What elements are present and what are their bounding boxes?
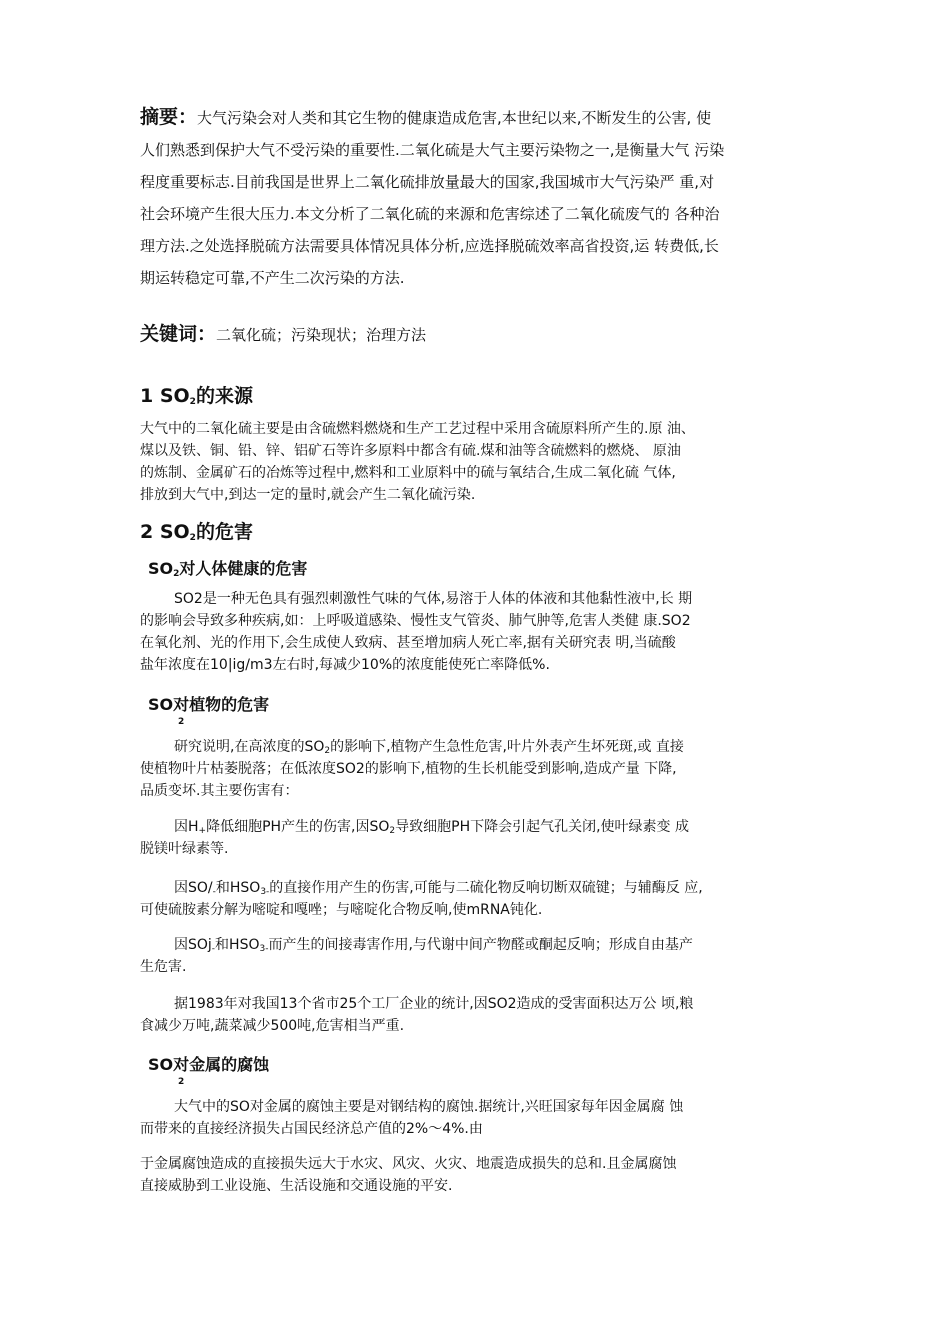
paragraph-line: 生危害. xyxy=(140,959,187,975)
subsection-health-heading xyxy=(148,557,838,581)
paragraph-line: 大气中的二氧化硫主要是由含硫燃料燃烧和生产工艺过程中采用含硫原料所产生的.原 油、 xyxy=(140,421,695,437)
text-run: 而产生的间接毒害作用,与代谢中间产物醛或酮起反响；形成自由基产 xyxy=(268,937,693,953)
heading-subscript: 2 xyxy=(173,569,180,579)
paragraph-line: 煤以及铁、铜、铅、锌、铝矿石等许多原料中都含有硫.煤和油等含硫燃料的燃烧、 原油 xyxy=(140,443,681,459)
subsection-metals-heading xyxy=(148,1053,838,1087)
subscript: 2 xyxy=(389,826,396,836)
paragraph-line xyxy=(140,736,830,758)
paragraph-line: 使植物叶片枯萎脱落；在低浓度SO2的影响下,植物的生长机能受到影响,造成产量 下降, xyxy=(140,761,677,777)
paragraph-line xyxy=(140,816,830,838)
heading-title: 的危害 xyxy=(195,521,253,543)
text-run: 和HSO xyxy=(215,937,260,953)
paragraph-line: 据1983年对我国13个省市25个工厂企业的统计,因SO2造成的受害面积达万公 顷,粮 xyxy=(174,996,694,1012)
abstract-line: 人们熟悉到保护大气不受污染的重要性.二氧化硫是大气主要污染物之一,是衡量大气 污染 xyxy=(140,141,725,159)
paragraph-line: 于金属腐蚀造成的直接损失远大于水灾、风灾、火灾、地震造成损失的总和.且金属腐蚀 xyxy=(140,1156,677,1172)
heading-title: SO对植物的危害 xyxy=(148,695,270,714)
heading-subscript: 2 xyxy=(178,1077,185,1087)
abstract-line: 社会环境产生很大压力.本文分析了二氧化硫的来源和危害综述了二氧化硫废气的 各种治 xyxy=(140,205,720,223)
plants-statistics xyxy=(140,993,830,1037)
section-1-heading xyxy=(140,382,830,410)
keywords-label: 关键词： xyxy=(140,323,217,345)
paragraph-line: 大气中的SO对金属的腐蚀主要是对钢结构的腐蚀.据统计,兴旺国家每年因金属腐 蚀 xyxy=(174,1099,684,1115)
paragraph-line: 的炼制、金属矿石的冶炼等过程中,燃料和工业原料中的硫与氧结合,生成二氧化硫 气体, xyxy=(140,465,676,481)
heading-subscript: 2 xyxy=(189,397,196,407)
paragraph-line: 直接威胁到工业设施、生活设施和交通设施的平安. xyxy=(140,1178,453,1194)
subscript: - xyxy=(212,887,216,897)
section-1-body xyxy=(140,418,830,506)
abstract-line: 理方法.之处选择脱硫方法需要具体情况具体分析,应选择脱硫效率高省投资,运 转费低,长 xyxy=(140,237,719,255)
paragraph-line: 可使硫胺素分解为嘧啶和嘎唑；与嘧啶化合物反响,使mRNA钝化. xyxy=(140,902,543,918)
text-run: 降低细胞PH产生的伤害,因SO xyxy=(206,819,390,835)
abstract-line xyxy=(140,101,830,134)
plants-harm-1 xyxy=(140,816,830,860)
heading-subscript: 2 xyxy=(189,533,196,543)
plants-harm-3 xyxy=(140,934,830,978)
heading-title: 的来源 xyxy=(195,385,253,407)
paragraph-line xyxy=(140,877,830,899)
subscript: + xyxy=(198,826,207,836)
plants-harm-2 xyxy=(140,877,830,921)
text-run: 的影响下,植物产生急性危害,叶片外表产生坏死斑,或 直接 xyxy=(330,739,684,755)
paragraph-line xyxy=(140,934,830,956)
metals-body-continued xyxy=(140,1153,830,1197)
text-run: 的直接作用产生的伤害,可能与二硫化物反响切断双硫键；与辅酶反 应, xyxy=(269,880,703,896)
abstract-line: 程度重要标志.目前我国是世界上二氧化硫排放量最大的国家,我国城市大气污染严 重,对 xyxy=(140,173,715,191)
heading-title: 对人体健康的危害 xyxy=(179,559,308,578)
abstract xyxy=(140,101,830,294)
keywords xyxy=(140,320,830,349)
subscript: 3- xyxy=(259,944,269,954)
section-2-heading xyxy=(140,518,830,546)
text-run: 因SOj xyxy=(174,937,212,953)
text-run: 导致细胞PH下降会引起气孔关闭,使叶绿素变 成 xyxy=(395,819,690,835)
text-run: 研究说明,在高浓度的SO xyxy=(174,739,325,755)
keywords-line xyxy=(140,320,830,349)
abstract-line: 期运转稳定可靠,不产生二次污染的方法. xyxy=(140,269,405,287)
heading-title: SO对金属的腐蚀 xyxy=(148,1055,270,1074)
text-run: 和HSO xyxy=(215,880,261,896)
keywords-text: 二氧化硫；污染现状；治理方法 xyxy=(216,326,427,344)
subsection-plants-body xyxy=(140,736,830,802)
paragraph-line: 而带来的直接经济损失占国民经济总产值的2%〜4%.由 xyxy=(140,1121,483,1137)
paragraph-line: 排放到大气中,到达一定的量时,就会产生二氧化硫污染. xyxy=(140,487,476,503)
heading-number: 1 SO xyxy=(140,385,190,407)
paragraph-line: 盐年浓度在10|ig/m3左右时,每减少10%的浓度能使死亡率降低%. xyxy=(140,657,550,673)
subscript: 3- xyxy=(260,887,270,897)
paragraph-line: SO2是一种无色具有强烈刺激性气味的气体,易溶于人体的体液和其他黏性液中,长 期 xyxy=(174,591,693,607)
heading-prefix: SO xyxy=(148,559,174,578)
paragraph-line: 食减少万吨,蔬菜减少500吨,危害相当严重. xyxy=(140,1018,405,1034)
heading-number: 2 SO xyxy=(140,521,190,543)
abstract-text: 大气污染会对人类和其它生物的健康造成危害,本世纪以来,不断发生的公害, 使 xyxy=(197,109,712,127)
subsection-plants-heading xyxy=(148,693,838,727)
paragraph-line: 脱镁叶绿素等. xyxy=(140,841,229,857)
subsection-health-body xyxy=(140,588,830,676)
subsection-metals-body xyxy=(140,1096,830,1140)
paragraph-line: 品质变坏.其主要伤害有： xyxy=(140,783,299,799)
paragraph-line: 在氧化剂、光的作用下,会生成使人致病、甚至增加病人死亡率,据有关研究表 明,当硫酸 xyxy=(140,635,676,651)
text-run: 因SO/ xyxy=(174,880,213,896)
heading-subscript: 2 xyxy=(178,717,185,727)
paragraph-line: 的影响会导致多种疾病,如：上呼吸道感染、慢性支气管炎、肺气肿等,危害人类健 康.SO2 xyxy=(140,613,691,629)
text-run: 因H xyxy=(174,819,199,835)
abstract-label: 摘要： xyxy=(140,106,198,128)
subscript: - xyxy=(211,944,216,954)
subscript: 2 xyxy=(324,746,331,756)
